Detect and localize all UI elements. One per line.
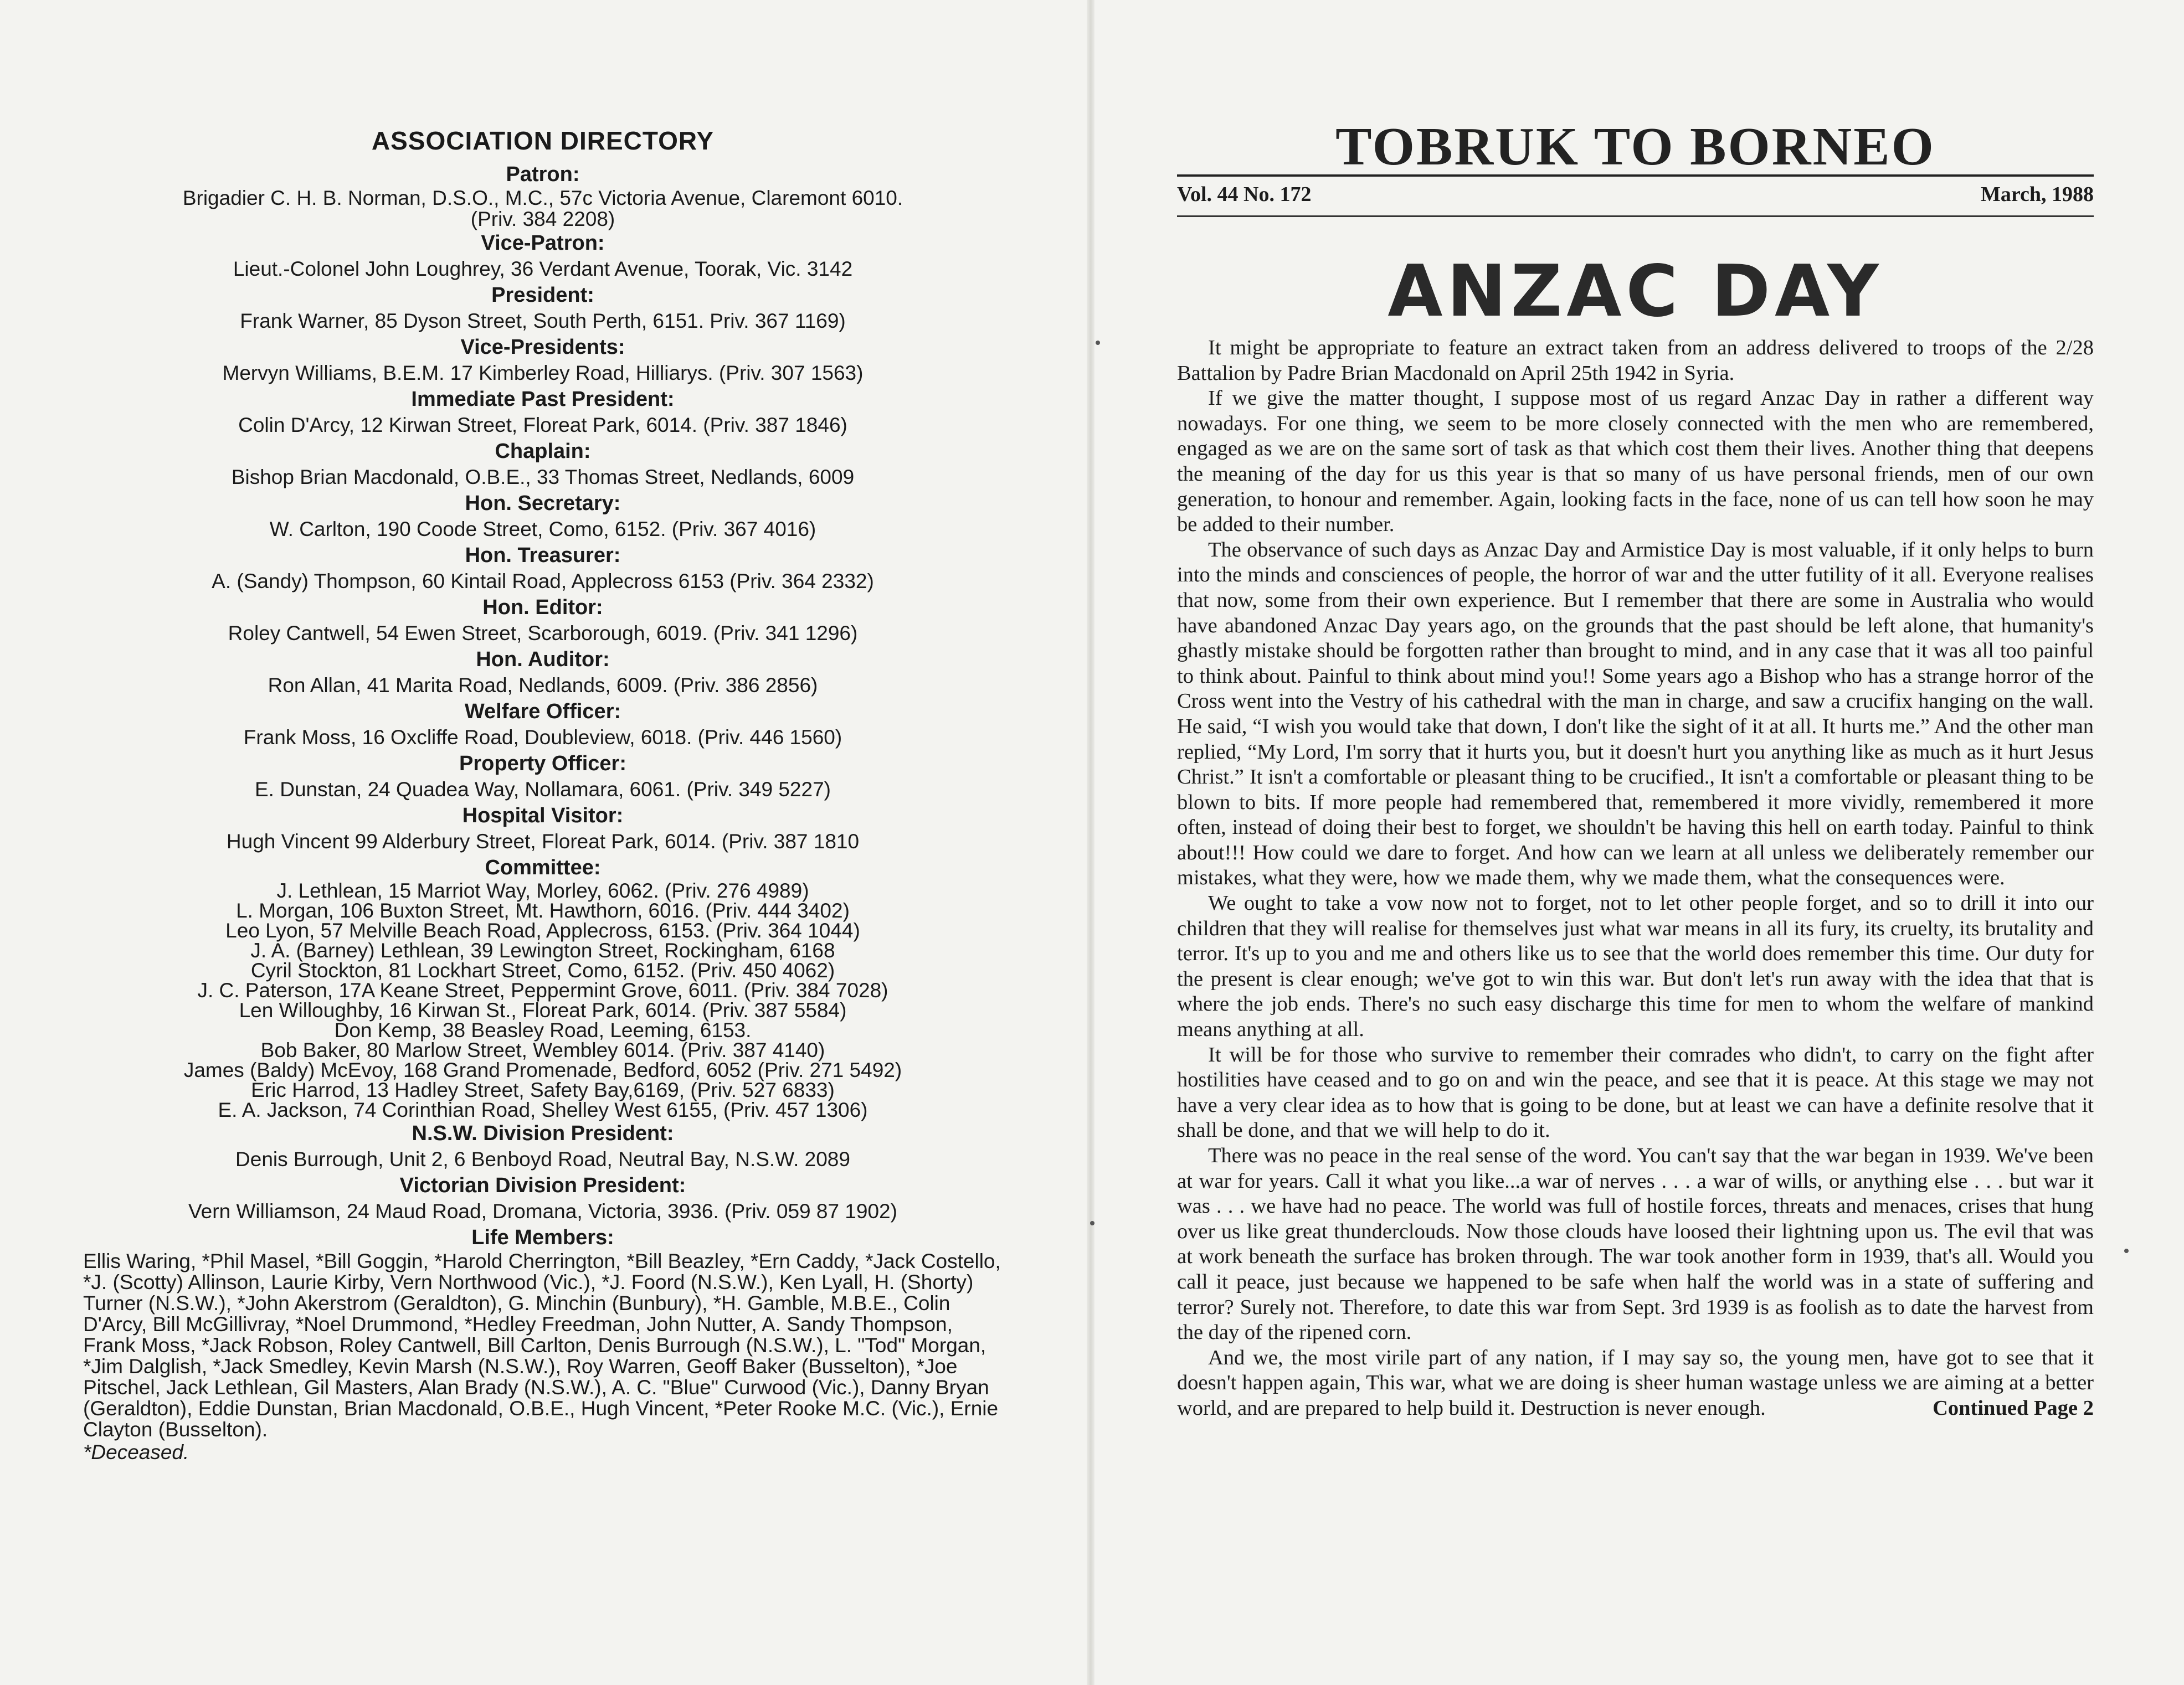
entry-past-president: [83, 386, 1003, 438]
person-line: W. Carlton, 190 Coode Street, Como, 6152. (Priv. 367 4016): [269, 518, 816, 540]
entry-hospital: [83, 802, 1003, 854]
person-line: Frank Moss, 16 Oxcliffe Road, Doubleview, 6018. (Priv. 446 1560): [243, 726, 842, 749]
continued-link[interactable]: Continued Page 2: [1933, 1396, 2094, 1420]
committee-line: J. A. (Barney) Lethlean, 39 Lewington Street, Rockingham, 6168: [250, 939, 835, 962]
committee-line: Bob Baker, 80 Marlow Street, Wembley 6014. (Priv. 387 4140): [260, 1039, 825, 1062]
person-line: A. (Sandy) Thompson, 60 Kintail Road, Applecross 6153 (Priv. 364 2332): [212, 570, 874, 592]
entry-treasurer: [83, 542, 1003, 594]
person-line: Roley Cantwell, 54 Ewen Street, Scarborough, 6019. (Priv. 341 1296): [228, 622, 858, 645]
article-headline: ANZAC DAY: [1388, 250, 1883, 333]
entry-nsw-president: [83, 1120, 1003, 1172]
person-line: Mervyn Williams, B.E.M. 17 Kimberley Road, Hilliarys. (Priv. 307 1563): [222, 362, 864, 384]
person-line: Colin D'Arcy, 12 Kirwan Street, Floreat Park, 6014. (Priv. 387 1846): [238, 414, 847, 436]
article-paragraph: It might be appropriate to feature an extract taken from an address delivered to troops of the 2/28 Battalion by Padre Brian Macdonald on April 25th 1942 in Syria.: [1177, 336, 2094, 385]
article-paragraph: The observance of such days as Anzac Day and Armistice Day is most valuable, if it only helps to burn into the minds and consciences of people, the horror of war and the utter futility of it all. Everyone realises that now, some from their own experience. But I remember that there are some in Australia who would have abandoned Anzac Day years ago, on the grounds that the past should be left alone, that humanity's ghastly mistake should be forgotten rather than brought to mind, and in any case that it was all too painful to think about. Painful to think about mind you!! Some years ago a Bishop who has a strange horror of the Cross went into the Vestry of his cathedral with the man in charge, and saw a crucifix hanging on the wall. He said, “I wish you would take that down, I don't like the sight of it at all. It hurts me.” And the other man replied, “My Lord, I'm sorry that it hurts you, but it doesn't hurt you anything like as much as it hurt Jesus Christ.” It isn't a comfortable or pleasant thing to be crucified., It isn't a comfortable or pleasant thing to be blown to bits. If more people had remembered that, remembered it more vividly, remembered it more often, instead of doing their best to forget, we shouldn't be having this hell on earth today. Painful to think about!!! How could we dare to forget. And how can we learn at all unless we deliberately remember our mistakes, what they were, how we made them, why we made them, what the consequences were.: [1177, 538, 2094, 890]
role-label: Hon. Editor:: [482, 596, 603, 619]
role-label: Vice-Patron:: [481, 231, 605, 255]
role-label: Hon. Secretary:: [465, 492, 621, 515]
person-line: Lieut.-Colonel John Loughrey, 36 Verdant Avenue, Toorak, Vic. 3142: [233, 257, 853, 280]
life-members-list: Ellis Waring, *Phil Masel, *Bill Goggin, *Harold Cherrington, *Bill Beazley, *Ern Caddy, *Jack Costello, *J. (Scotty) Allinson, Laurie Kirby, Vern Northwood (Vic.), *J. Foord (N.S.W.), Ken Lyall, H. (Shorty) Turner (N.S.W.), *John Akerstrom (Geraldton), G. Minchin (Bunbury), *H. Gamble, M.B.E., Colin D'Arcy, Bill McGillivray, *Noel Drummond, *Hedley Freedman, John Nutter, A. Sandy Thompson, Frank Moss, *Jack Robson, Roley Cantwell, Bill Carlton, Denis Burrough (N.S.W.), L. "Tod" Morgan, *Jim Dalglish, *Jack Smedley, Kevin Marsh (N.S.W.), Roy Warren, Geoff Baker (Busselton), *Joe Pitschel, Jack Lethlean, Gil Masters, Alan Brady (N.S.W.), A. C. "Blue" Curwood (Vic.), Danny Bryan (Geraldton), Eddie Dunstan, Brian Macdonald, O.B.E., Hugh Vincent, *Peter Rooke M.C. (Vic.), Ernie Clayton (Busselton).: [83, 1250, 1001, 1441]
role-label: Life Members:: [471, 1226, 614, 1249]
person-line: Denis Burrough, Unit 2, 6 Benboyd Road, Neutral Bay, N.S.W. 2089: [235, 1148, 850, 1171]
directory-title: ASSOCIATION DIRECTORY: [371, 126, 715, 155]
committee-line: Don Kemp, 38 Beasley Road, Leeming, 6153.: [334, 1019, 752, 1042]
newsletter-page: [1177, 119, 2094, 1421]
volume-number: Vol. 44 No. 172: [1177, 183, 1312, 206]
entry-auditor: [83, 646, 1003, 698]
committee-line: James (Baldy) McEvoy, 168 Grand Promenade, Bedford, 6052 (Priv. 271 5492): [183, 1059, 902, 1081]
role-label: Vice-Presidents:: [460, 336, 625, 359]
association-directory: [83, 125, 1003, 1465]
article-paragraph-text: And we, the most virile part of any nation, if I may say so, the young men, have got to see that it doesn't happen again, This war, what we are doing is sheer human wastage unless we are aiming at a better world, and are prepared to help build it. Destruction is never enough.: [1177, 1346, 2094, 1420]
article-paragraph-last: [1177, 1346, 2094, 1421]
page-gutter: [1087, 0, 1094, 1685]
person-line: (Priv. 384 2208): [470, 208, 615, 230]
committee-line: E. A. Jackson, 74 Corinthian Road, Shelley West 6155, (Priv. 457 1306): [218, 1099, 868, 1121]
article-paragraph: If we give the matter thought, I suppose most of us regard Anzac Day in rather a different way nowadays. For one thing, we seem to be more closely connected with the men who are remembered, engaged as we are on the same sort of task as that which cost them their lives. Another thing that deepens the meaning of the day for us this year is that so many of us have personal friends, men of our own generation, to honour and remember. Again, looking facts in the face, none of us can tell how soon he may be added to their number.: [1177, 387, 2094, 537]
entry-secretary: [83, 490, 1003, 542]
role-label: N.S.W. Division President:: [412, 1122, 674, 1145]
role-label: Hospital Visitor:: [462, 804, 624, 827]
committee-line: J. C. Paterson, 17A Keane Street, Peppermint Grove, 6011. (Priv. 384 7028): [197, 979, 888, 1002]
committee-line: Len Willoughby, 16 Kirwan St., Floreat Park, 6014. (Priv. 387 5584): [239, 999, 847, 1022]
person-line: Bishop Brian Macdonald, O.B.E., 33 Thomas Street, Nedlands, 6009: [231, 466, 855, 488]
role-label: Patron:: [506, 163, 580, 186]
entry-patron: [83, 161, 1003, 230]
role-label: Hon. Auditor:: [476, 648, 610, 671]
entry-vic-president: [83, 1172, 1003, 1224]
deceased-note: *Deceased.: [83, 1441, 189, 1464]
person-line: Brigadier C. H. B. Norman, D.S.O., M.C., 57c Victoria Avenue, Claremont 6010.: [182, 187, 903, 209]
article-paragraph: There was no peace in the real sense of the word. You can't say that the war began in 1939. We've been at war for years. Call it what you like...a war of nerves . . . a war of wills, or anything else . . . but war it was . . . we have had no peace. The world was full of hostile forces, threats and menaces, crises that hung over us like great thunderclouds. Now those clouds have loosed their lightning upon us. The evil that was at work beneath the surface has broken through. The war took another form in 1939, that's all. Would you call it peace, just because we happened to be safe when half the world was in a state of suffering and terror? Surely not. Therefore, to date this war from Sept. 3rd 1939 is as foolish as to date the harvest from the day of the ripened corn.: [1177, 1144, 2094, 1344]
entry-president: [83, 282, 1003, 334]
person-line: Ron Allan, 41 Marita Road, Nedlands, 6009. (Priv. 386 2856): [268, 674, 818, 697]
committee-line: J. Lethlean, 15 Marriot Way, Morley, 6062. (Priv. 276 4989): [276, 879, 809, 902]
committee-line: L. Morgan, 106 Buxton Street, Mt. Hawthorn, 6016. (Priv. 444 3402): [236, 899, 850, 922]
masthead-title: TOBRUK TO BORNEO: [1335, 117, 1935, 177]
entry-committee: [83, 854, 1003, 1120]
entry-editor: [83, 594, 1003, 646]
role-label: Welfare Officer:: [464, 700, 621, 723]
role-label: Property Officer:: [459, 752, 626, 775]
committee-line: Eric Harrod, 13 Hadley Street, Safety Bay,6169, (Priv. 527 6833): [251, 1079, 835, 1101]
committee-line: Leo Lyon, 57 Melville Beach Road, Applecross, 6153. (Priv. 364 1044): [225, 919, 860, 942]
entry-property: [83, 750, 1003, 802]
role-label: Chaplain:: [495, 440, 591, 463]
speck-mark: [1096, 341, 1100, 345]
article-paragraph: We ought to take a vow now not to forget, not to let other people forget, and so to drill it into our children that they will realise for themselves just what war means in all its fury, its cruelty, its brutality and terror. It's up to you and me and others like us to see that the world does remember this time. Our duty for the present is clear enough; we've got to win this war. But don't let's run away with the idea that that is where the job ends. There's no such easy discharge this time for men to whom the welfare of mankind means anything at all.: [1177, 892, 2094, 1042]
role-label: Committee:: [485, 856, 601, 879]
issue-date: March, 1988: [1980, 183, 2094, 206]
speck-mark: [2124, 1249, 2129, 1253]
entry-vice-patron: [83, 230, 1003, 282]
issue-info: [1177, 177, 2094, 211]
role-label: Hon. Treasurer:: [465, 544, 621, 567]
issue-rule: [1177, 215, 2094, 217]
article-paragraph: It will be for those who survive to remember their comrades who didn't, to carry on the fight after hostilities have ceased and to go on and win the peace, and see that it is peace. At this stage we may not have a very clear idea as to how that is going to be done, but at least we can have a definite resolve that it shall be done, and that we will help to do it.: [1177, 1043, 2094, 1142]
person-line: E. Dunstan, 24 Quadea Way, Nollamara, 6061. (Priv. 349 5227): [255, 778, 831, 801]
committee-line: Cyril Stockton, 81 Lockhart Street, Como, 6152. (Priv. 450 4062): [250, 959, 835, 982]
role-label: President:: [491, 284, 594, 307]
entry-chaplain: [83, 438, 1003, 490]
article-body: [1177, 336, 2094, 1421]
role-label: Victorian Division President:: [399, 1174, 686, 1197]
entry-life-members: [83, 1224, 1003, 1465]
entry-welfare: [83, 698, 1003, 750]
person-line: Hugh Vincent 99 Alderbury Street, Floreat Park, 6014. (Priv. 387 1810: [226, 830, 860, 853]
speck-mark: [1090, 1221, 1094, 1225]
entry-vice-presidents: [83, 334, 1003, 386]
person-line: Vern Williamson, 24 Maud Road, Dromana, Victoria, 3936. (Priv. 059 87 1902): [188, 1200, 897, 1223]
person-line: Frank Warner, 85 Dyson Street, South Perth, 6151. Priv. 367 1169): [240, 310, 846, 332]
role-label: Immediate Past President:: [411, 388, 675, 411]
